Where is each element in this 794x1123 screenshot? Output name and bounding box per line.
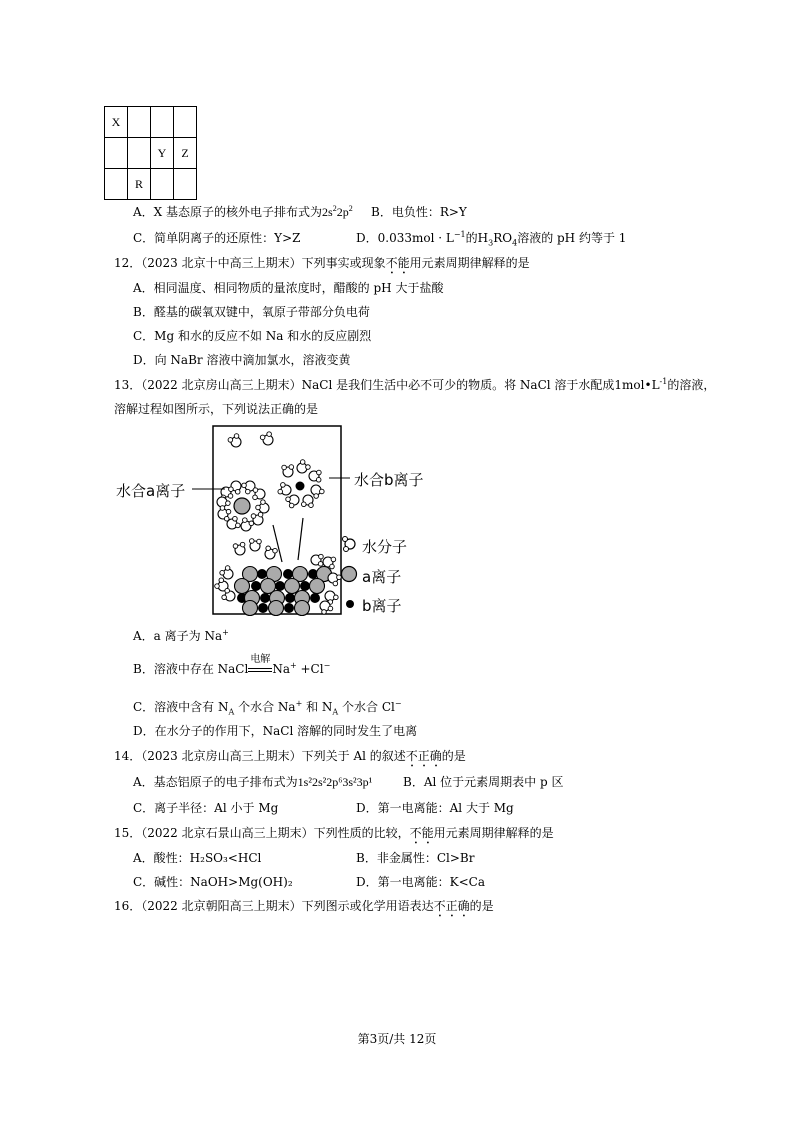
water-hydrogen	[220, 506, 225, 511]
q13-stem-line1: 13．（2022 北京房山高三上期末）NaCl 是我们生活中必不可少的物质。将 NaCl 溶于水配成$1mol•L^{-1}$的溶液，	[114, 377, 716, 392]
b-ion	[311, 594, 320, 603]
water-hydrogen	[282, 465, 287, 470]
water-hydrogen	[316, 477, 321, 482]
b-ion	[261, 594, 270, 603]
q14-option-b[interactable]: B．Al 位于元素周期表中 p 区	[403, 775, 564, 789]
label-hydrated-a-ion: 水合a离子	[116, 482, 186, 500]
water-hydrogen	[330, 564, 335, 569]
q11-option-b[interactable]: B．电负性：R>Y	[371, 205, 467, 219]
a-ion	[235, 579, 250, 594]
legend-a-ion-label: a离子	[362, 568, 402, 586]
q11-option-c[interactable]: C．简单阴离子的还原性：Y>Z	[133, 231, 301, 245]
water-hydrogen	[233, 516, 238, 521]
water-hydrogen	[234, 434, 239, 439]
cell	[174, 107, 197, 138]
q11-option-d[interactable]: D．$0.033mol \cdot L^{-1}$的$H_3RO_4$溶液的 pH 约等于 1	[356, 230, 627, 248]
q15-option-c[interactable]: C．碱性：NaOH>Mg(OH)₂	[133, 875, 293, 889]
water-hydrogen	[236, 523, 241, 528]
q12-stem: 12．（2023 北京十中高三上期末）下列事实或现象不能用元素周期律解释的是	[114, 256, 530, 270]
cell	[174, 169, 197, 200]
periodic-table-fragment	[104, 106, 197, 200]
b-ion	[296, 482, 304, 490]
water-hydrogen	[251, 514, 256, 519]
water-hydrogen	[253, 495, 258, 500]
q12-option-c[interactable]: C．Mg 和水的反应不如 Na 和水的反应剧烈	[133, 329, 372, 343]
water-hydrogen	[222, 595, 227, 600]
water-hydrogen	[253, 488, 258, 493]
q14-option-a[interactable]: A．基态铝原子的电子排布式为1s²2s²2p⁶3s²3p¹	[133, 775, 373, 789]
water-hydrogen	[309, 503, 314, 508]
water-hydrogen	[320, 489, 325, 494]
water-hydrogen	[314, 494, 319, 499]
water-hydrogen	[334, 595, 339, 600]
water-hydrogen	[281, 483, 286, 488]
water-hydrogen	[235, 489, 240, 494]
q14-option-c[interactable]: C．离子半径：Al 小于 Mg	[133, 801, 279, 815]
legend-water-icon	[343, 537, 356, 552]
water-hydrogen	[225, 588, 230, 593]
q14-stem: 14．（2023 北京房山高三上期末）下列关于 Al 的叙述不正确的是	[114, 749, 466, 763]
b-ion	[301, 582, 310, 591]
a-ion	[234, 498, 250, 514]
b-ion	[252, 582, 261, 591]
water-hydrogen	[331, 557, 336, 562]
water-hydrogen	[266, 546, 271, 551]
water-hydrogen	[228, 438, 233, 443]
cell	[151, 169, 174, 200]
water-hydrogen	[245, 489, 250, 494]
water-hydrogen	[224, 516, 229, 521]
b-ion	[286, 594, 295, 603]
water-hydrogen	[220, 570, 225, 575]
water-hydrogen	[273, 548, 278, 553]
water-hydrogen	[333, 581, 338, 586]
water-hydrogen	[225, 566, 230, 571]
water-hydrogen	[319, 554, 324, 559]
nacl-dissolution-diagram	[110, 420, 440, 620]
water-hydrogen	[215, 584, 220, 589]
water-hydrogen	[289, 465, 294, 470]
water-hydrogen	[242, 483, 247, 488]
q15-option-b[interactable]: B．非金属性：Cl>Br	[356, 851, 475, 865]
legend-water-label: 水分子	[362, 538, 408, 556]
a-ion	[310, 579, 325, 594]
cell-r: R	[128, 169, 151, 200]
cell	[105, 169, 128, 200]
water-hydrogen	[328, 606, 333, 611]
cell	[105, 138, 128, 169]
q12-option-d[interactable]: D．向 NaBr 溶液中滴加氯水，溶液变黄	[133, 353, 351, 367]
cell	[151, 107, 174, 138]
water-hydrogen	[317, 470, 322, 475]
a-ion	[295, 601, 310, 616]
water-hydrogen	[337, 575, 342, 580]
q12-option-b[interactable]: B．醛基的碳氧双键中，氧原子带部分负电荷	[133, 305, 370, 319]
q16-stem: 16．（2022 北京朝阳高三上期末）下列图示或化学用语表达不正确的是	[114, 899, 494, 913]
b-ion	[276, 582, 285, 591]
b-ion	[284, 570, 293, 579]
q13-option-a[interactable]: A．a 离子为 Na+	[133, 628, 229, 643]
cell-y: Y	[151, 138, 174, 169]
b-ion	[258, 570, 267, 579]
legend-a-ion-icon	[342, 567, 357, 582]
water-hydrogen	[300, 460, 305, 465]
molecules	[215, 432, 342, 616]
water-hydrogen	[240, 542, 245, 547]
a-ion	[285, 579, 300, 594]
water-hydrogen	[226, 501, 231, 506]
a-ion	[243, 601, 258, 616]
q13-option-d[interactable]: D．在水分子的作用下，NaCl 溶解的同时发生了电离	[133, 724, 418, 738]
water-hydrogen	[226, 509, 231, 514]
q14-option-d[interactable]: D．第一电离能：Al 大于 Mg	[356, 801, 514, 815]
q15-option-a[interactable]: A．酸性：H₂SO₃<HCl	[133, 851, 262, 865]
q12-option-a[interactable]: A．相同温度、相同物质的量浓度时，醋酸的 pH 大于盐酸	[133, 281, 444, 295]
water-hydrogen	[243, 518, 248, 523]
dissolve-arrow-line	[298, 518, 303, 560]
label-hydrated-b-ion: 水合b离子	[354, 471, 424, 489]
b-ion	[285, 604, 294, 613]
page-footer: 第3页/共 12页	[357, 1032, 437, 1046]
legend-b-ion-icon	[346, 600, 354, 608]
water-hydrogen	[286, 497, 291, 502]
q13-stem-line2: 溶解过程如图所示，下列说法正确的是	[114, 402, 319, 416]
cell	[128, 138, 151, 169]
cell	[128, 107, 151, 138]
water-hydrogen	[258, 512, 263, 517]
water-hydrogen	[318, 562, 323, 567]
a-ion	[269, 601, 284, 616]
q15-stem: 15．（2022 北京石景山高三上期末）下列性质的比较，不能用元素周期律解释的是	[114, 826, 554, 840]
water-hydrogen	[233, 544, 238, 549]
water-hydrogen	[249, 539, 254, 544]
water-hydrogen	[256, 505, 261, 510]
water-hydrogen	[229, 487, 234, 492]
q15-option-d[interactable]: D．第一电离能：K<Ca	[356, 875, 485, 889]
water-hydrogen	[267, 432, 272, 437]
water-hydrogen	[249, 521, 254, 526]
cell-x: X	[105, 107, 128, 138]
water-hydrogen	[219, 578, 224, 583]
equals-arrow	[248, 668, 272, 672]
q13-option-b[interactable]: B．溶液中存在 NaCl 电解 Na+ +Cl−	[133, 654, 331, 676]
water-hydrogen	[278, 489, 283, 494]
water-hydrogen	[261, 500, 266, 505]
water-hydrogen	[322, 610, 327, 615]
cell-z: Z	[174, 138, 197, 169]
q13-option-c[interactable]: C．溶液中含有 $N_A$ 个水合 Na+ 和 $N_A$ 个水合 Cl−	[133, 699, 402, 717]
water-hydrogen	[289, 503, 294, 508]
water-hydrogen	[257, 539, 262, 544]
b-ion	[259, 604, 268, 613]
legend-b-ion-label: b离子	[362, 597, 402, 615]
water-hydrogen	[228, 494, 233, 499]
water-hydrogen	[260, 435, 265, 440]
q11-option-a[interactable]: A．X 基态原子的核外电子排布式为$2s^22p^2$	[133, 204, 353, 219]
water-hydrogen	[301, 502, 306, 507]
water-hydrogen	[306, 465, 311, 470]
